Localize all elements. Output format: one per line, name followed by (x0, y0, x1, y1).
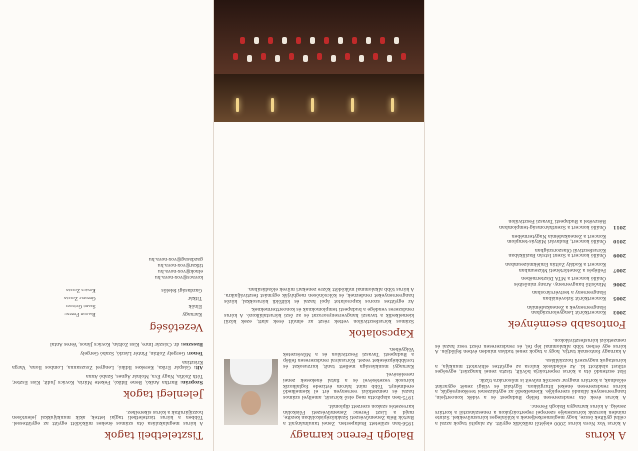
event-text: Hangverseny a testvérvárosban (531, 289, 606, 295)
paragraph: 1975-ben alapította meg első kórusát, amellyel számos hazai és nemzetközi versenyen ért el kiemelkedő eredményt. Több mint három évtizede foglalkozik kórusok vezetésével és a fiatal énekesek zenei nevelésével. (283, 371, 414, 400)
member-section (12, 372, 203, 383)
section-title-leadership: Vezetőség (149, 320, 203, 333)
event-row (435, 232, 626, 238)
leader-name: Szabó Gyöngyi (65, 302, 96, 308)
leader-role: Gazdasági felelős (161, 286, 202, 292)
event-year: 2006 (613, 280, 626, 286)
event-row (435, 309, 626, 315)
event-row (435, 303, 626, 309)
event-text: Önálló koncert a Szentháromság-templomban (499, 224, 606, 230)
paragraph: 1956-ban született Budapesten. Zenei tanulmányait a Bartók Béla Zeneművészeti Szakközépiskolában kezdte, majd a Liszt Ferenc Zeneművészeti Főiskolán karvezetés szakon szerzett diplomát. (283, 402, 414, 425)
paragraph: A kórus megalakulása óta számos énekes működött együtt az együttessel. Többen a kórus tiszteletbeli tagjai lettek, akik munkájukkal jelentősen hozzájárultak a kórus sikereihez. (12, 408, 203, 425)
event-text: Koncert a Kodály Zoltán Emlékmúzeumban (505, 261, 606, 266)
event-year: 2003 (613, 309, 626, 315)
event-row (435, 238, 626, 244)
section-title-events: Fontosabb események (507, 318, 626, 331)
contact-email-link[interactable]: kovacs@vox-nova.hu (154, 273, 203, 279)
member-section (12, 349, 203, 355)
panel-members (0, 0, 213, 451)
event-text: Önálló koncert a Szent István Bazilikában (508, 252, 606, 258)
leader-name: Balogh Ferenc (64, 310, 96, 316)
contact-list (12, 255, 203, 279)
leader-row (12, 293, 203, 301)
leader-name: Kovács Zoltán (65, 286, 96, 292)
voice-names: Gáspár Erika, Kerekes Ildikó, Lengyel Zsuzsanna, Lombos Ilona, Varga Krisztina (11, 358, 203, 370)
member-section (12, 341, 203, 347)
section-title-current-members: Jelenlegi tagok (123, 387, 203, 400)
section-title-conductor: Balogh Ferenc karnagy (290, 429, 414, 441)
event-year: 2011 (613, 224, 626, 230)
event-year (606, 232, 626, 238)
event-year (606, 246, 626, 252)
voice-names: Gergely Zoltán, Pintér László, Szabó Gergely (80, 350, 186, 356)
paragraph: A karnagy fontosnak tartja, hogy a tagok zenei tudása minden évben fejlődjön. A kórus egy évben több alkalommal lép fel, és rendszeresen részt vesz hazai és nemzetközi kórusfesztiválokon. (435, 336, 626, 354)
event-row (435, 246, 626, 252)
event-row (435, 223, 626, 229)
conductor-portrait-image (224, 359, 278, 425)
event-row (435, 260, 626, 266)
panel-conductor (213, 0, 425, 451)
contact-email-link[interactable]: elnok@vox-nova.hu (157, 267, 203, 273)
paragraph: Hat esztendő óta a kórus repertoárja bővült, tiszta zenei hangzást, egységes stílust alakított ki. Az előadások kulcsa az együttes elhivatott munkája, a kórustagok nagyszerű hozzáállása. (435, 356, 626, 374)
event-row (435, 294, 626, 300)
voice-names: dr. Csiszár Imre, Kiss Zoltán, Kovács János, Veres Antal (50, 341, 180, 347)
event-row (435, 275, 626, 281)
leader-role: Elnök (188, 302, 202, 308)
voice-label: Basszus: (180, 341, 203, 347)
paragraph: Karnagyi munkássága mellett tanít, kurzusokat és továbbképzéseket vezet. Kórusaival rendszeresen fellép a Budapesti Tavaszi Fesztiválon és a Művészetek Völgyében. (283, 345, 414, 368)
paragraph: Számos kórusfesztiválon vettek részt az elmúlt évek alatt, ezek közül kiemelkedik a tavaszi hangversenysorozat és az őszi kórustalálkozó. A kórus rendszeres vendége a budapesti templomoknak és koncerttermeknek. (224, 306, 414, 323)
event-text: Kórusfesztivál Olaszországban (534, 246, 606, 252)
section-title-contacts: Kapcsolatok (349, 326, 414, 339)
voice-names: Bartha Anikó, Bene Ildikó, Fekete Mária, Kovács Judit, Kiss Eszter, Tóth Zsófia, Nagy Éva, Molnár Ágnes, Szabó Anna (12, 373, 203, 384)
leader-row (12, 285, 203, 293)
event-row (435, 252, 626, 258)
event-text: Koncert a Zeneakadémia Nagytermében (511, 232, 606, 238)
leader-row (12, 309, 203, 317)
member-section (12, 358, 203, 369)
leader-name: Gergely Zoltán (63, 294, 96, 300)
choir-photo-image (214, 0, 424, 122)
event-row (435, 218, 626, 224)
leader-row (12, 301, 203, 309)
leader-role: Karnagy (182, 310, 202, 316)
event-row (435, 266, 626, 272)
paragraph: A kórus évek óta rendszeresen fellép Budapest és a vidék koncertjein, hangversenyek állandó szereplője. Kiemelkedő az egyházzenei tevékenységük, a kórus rendszeresen énekel liturgiákon. Egyházi és világi zenét egyaránt előadnak, a kortárs magyar szerzők műveit is műsorukra tűzik. (435, 377, 626, 400)
event-text: Részvétel a Budapesti Tavaszi Fesztiválon (508, 218, 606, 224)
event-text: Koncertkörút Lengyelországban (531, 309, 606, 315)
leader-role: Titkár (187, 294, 202, 300)
panel-about-choir (425, 0, 638, 451)
voice-label: Tenor: (186, 350, 203, 356)
voice-label: Szoprán: (180, 378, 203, 384)
event-text: Önálló koncert, Budavári Mátyás-templom (507, 238, 606, 244)
events-table (435, 218, 626, 314)
event-row (435, 289, 626, 295)
leadership-table (12, 285, 203, 317)
event-text: Hangversenyek a Zeneakadémián (527, 303, 606, 309)
event-year: 2010 (613, 238, 626, 244)
event-year: 2005 (613, 294, 626, 300)
paragraph: A kórus Vox Nova kórus 2000 elejétől működik együtt. Az alapító tagok azzal a céllal gyűltek össze, hogy megismerkedjenek a különleges kórusművekkel. Szinte minden korszak kóruszenéje szerepel repertoárjukon a reneszánsztól a kortárs zenéig. A kórus karnagya Balogh Ferenc. (435, 402, 626, 425)
event-year: 2009 (613, 252, 626, 258)
event-text: Minősítő hangverseny: Arany minősítés (513, 280, 606, 286)
contact-email-link[interactable]: gazdasag@vox-nova.hu (148, 255, 203, 261)
section-title-choir: A kórus (585, 429, 626, 441)
event-row (435, 280, 626, 286)
event-year (606, 303, 626, 309)
event-text: Önálló koncert a MTA Dísztermében (521, 275, 606, 281)
contact-email-link[interactable]: titkar@vox-nova.hu (157, 261, 203, 267)
paragraph: Az együttes szoros kapcsolatot ápol hazai és külföldi kórusokkal, közös hangversenyeket rendeznek, és kölcsönösen meghívják egymást fesztiváljaikra. A kórus több alkalommal működött közre zenekari művek előadásában. (224, 286, 414, 303)
voice-label: Alt: (193, 364, 203, 370)
event-year: 2007 (613, 266, 626, 272)
event-text: Fellépés a Zenetörténeti Múzeumban (518, 266, 606, 272)
section-title-honorary: Tiszteletbeli tagok (104, 429, 203, 441)
event-text: Koncertkörút Szlovéniában (542, 294, 606, 300)
